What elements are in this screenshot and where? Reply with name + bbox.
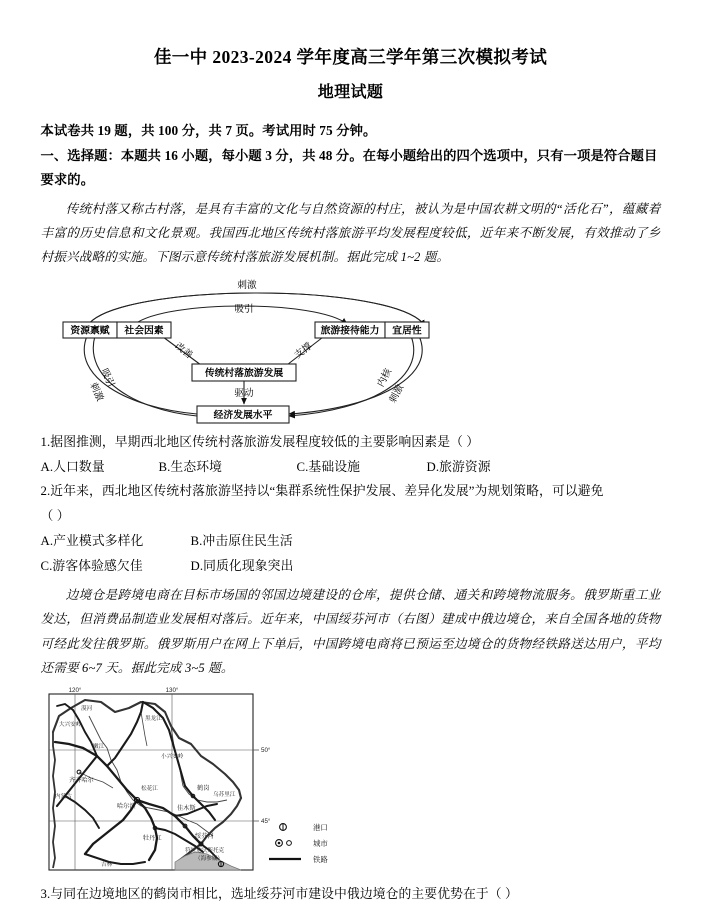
page-title: 佳一中 2023-2024 学年度高三学年第三次模拟考试 [153, 47, 548, 67]
page-content [41, 0, 661, 907]
node-label-resource: 资源禀赋 [69, 325, 110, 337]
legend-label-port: 港口 [312, 822, 328, 832]
map-label-harbin: 哈尔滨 [116, 802, 136, 810]
map-label-mudanjiang: 牡丹江 [142, 834, 162, 842]
map-label-nenjiang: 嫩江 [92, 743, 104, 750]
node-label-livability: 宜居性 [391, 325, 422, 337]
node-label-social: 社会因素 [123, 325, 164, 337]
question-1-option-c[interactable]: C.基础设施 [296, 459, 361, 474]
question-2-option-b[interactable]: B.冲击原住民生活 [190, 534, 293, 549]
question-2-option-c[interactable]: C.游客体验感欠佳 [40, 559, 143, 574]
city-small-symbol-icon [286, 841, 291, 846]
question-2-options-row-2 [41, 554, 661, 579]
section-one-heading: 一、选择题：本题共 16 小题，每小题 3 分，共 48 分。在每小题给出的四个选项中，只有一项是符合题目要求的。 [40, 147, 658, 188]
map-latitude-50-label: 50° [260, 746, 270, 754]
map-label-daxinganling: 大兴安岭 [58, 721, 81, 728]
question-1-options [41, 455, 661, 480]
edge-label-stimulate-right: 刺激 [386, 382, 406, 405]
passage-1: 传统村落又称古村落，是具有丰富的文化与自然资源的村庄，被认为是中国农耕文明的“活化石”，蕴藏着丰富的历史信息和文化景观。我国西北地区传统村落旅游平均发展程度较低，近年来不断发展，有效推动了乡村振兴战略的实施。下图示意传统村落旅游发展机制。据此完成 1~2 题。 [40, 202, 661, 265]
figure-1-wrapper [41, 276, 661, 426]
node-label-tourism-capacity: 旅游接待能力 [320, 325, 379, 337]
legend-label-railway: 铁路 [312, 854, 328, 864]
legend-city-row [275, 839, 328, 848]
legend-port-row [279, 823, 327, 832]
question-2-option-a[interactable]: A.产业模式多样化 [40, 534, 144, 549]
diagram-node-resource [63, 322, 117, 338]
map-label-vladivostok-alt: （海参崴） [194, 855, 223, 862]
question-2-options-row-1 [41, 529, 661, 554]
map-longitude-120-label: 120° [68, 686, 81, 694]
question-1-stem: 1.据图推测，早期西北地区传统村落旅游发展程度较低的主要影响因素是（ ） [40, 434, 480, 449]
edge-label-attract-left: 吸引 [97, 366, 116, 389]
question-1-option-b[interactable]: B.生态环境 [158, 459, 223, 474]
edge-label-endogenous: 内核 [374, 366, 394, 389]
map-label-heilongjiang: 黑龙江 [144, 715, 162, 722]
edge-label-attract-top: 吸引 [233, 303, 254, 315]
map-label-inner-mongolia: 内蒙古 [54, 793, 72, 800]
map-label-wusuli-river: 乌苏里江 [212, 791, 235, 798]
legend-railway-row [269, 855, 328, 864]
question-3-stem: 3.与同在边境地区的鹤岗市相比，选址绥芬河市建设中俄边境仓的主要优势在于（ ） [40, 886, 518, 901]
question-2-stem-continued: （ ） [40, 509, 70, 524]
diagram-node-tourism-capacity [315, 322, 385, 338]
map-label-suifenhe: 绥芬河 [194, 832, 214, 840]
diagram-node-social [117, 322, 171, 338]
map-label-vladivostok: 符拉迪沃斯托克 [184, 847, 224, 854]
map-label-xiaoxinganling: 小兴安岭 [160, 753, 183, 760]
map-longitude-130-label: 130° [165, 686, 178, 694]
edge-label-improve: 改善 [172, 340, 194, 361]
subject-title: 地理试题 [317, 84, 384, 102]
map-label-mohe: 漠河 [80, 705, 92, 712]
edge-label-stimulate-top: 刺激 [236, 279, 257, 291]
map-label-jiamusi: 佳木斯 [176, 804, 196, 812]
question-1-option-a[interactable]: A.人口数量 [40, 459, 105, 474]
question-2-option-d[interactable]: D.同质化现象突出 [190, 559, 294, 574]
edge-label-support: 支撑 [292, 340, 314, 361]
legend-label-city: 城市 [312, 838, 328, 848]
map-label-jilin: 吉林 [100, 861, 112, 868]
node-label-economy: 经济发展水平 [213, 409, 272, 421]
edge-label-drive: 驱动 [233, 387, 254, 399]
village-tourism-mechanism-diagram [47, 276, 467, 426]
map-legend [269, 823, 328, 864]
question-1-option-d[interactable]: D.旅游资源 [426, 459, 491, 474]
passage-2: 边境仓是跨境电商在目标市场国的邻国边境建设的仓库，提供仓储、通关和跨境物流服务。俄罗斯重工业发达，但消费品制造业发展相对落后。近年来，中国绥芬河市（右图）建成中俄边境仓，来自全国各地的货物可经此发往俄罗斯。俄罗斯用户在网上下单后，中国跨境电商将已预运至边境仓的货物经铁路送达用户，平均还需要 6~7 天。据此完成 3~5 题。 [40, 588, 661, 675]
diagram-node-economy [197, 406, 289, 423]
node-label-village-tourism: 传统村落旅游发展 [204, 367, 283, 379]
map-label-qiqihar: 齐齐哈尔 [68, 776, 94, 784]
figure-2-wrapper [41, 686, 661, 878]
question-2-stem: 2.近年来，西北地区传统村落旅游坚持以“集群系统性保护发展、差异化发展”为规划策略，可以避免 [40, 484, 604, 499]
edge-label-stimulate-left: 刺激 [86, 380, 105, 403]
map-label-songhua-river: 松花江 [140, 785, 158, 792]
heilongjiang-railway-map [45, 686, 380, 878]
paper-info-line: 本试卷共 19 题，共 100 分，共 7 页。考试用时 75 分钟。 [40, 123, 377, 139]
diagram-node-livability [385, 322, 429, 338]
map-label-hegang: 鹤岗 [196, 784, 209, 792]
map-latitude-45-label: 45° [260, 817, 270, 825]
diagram-node-village-tourism [192, 364, 296, 381]
